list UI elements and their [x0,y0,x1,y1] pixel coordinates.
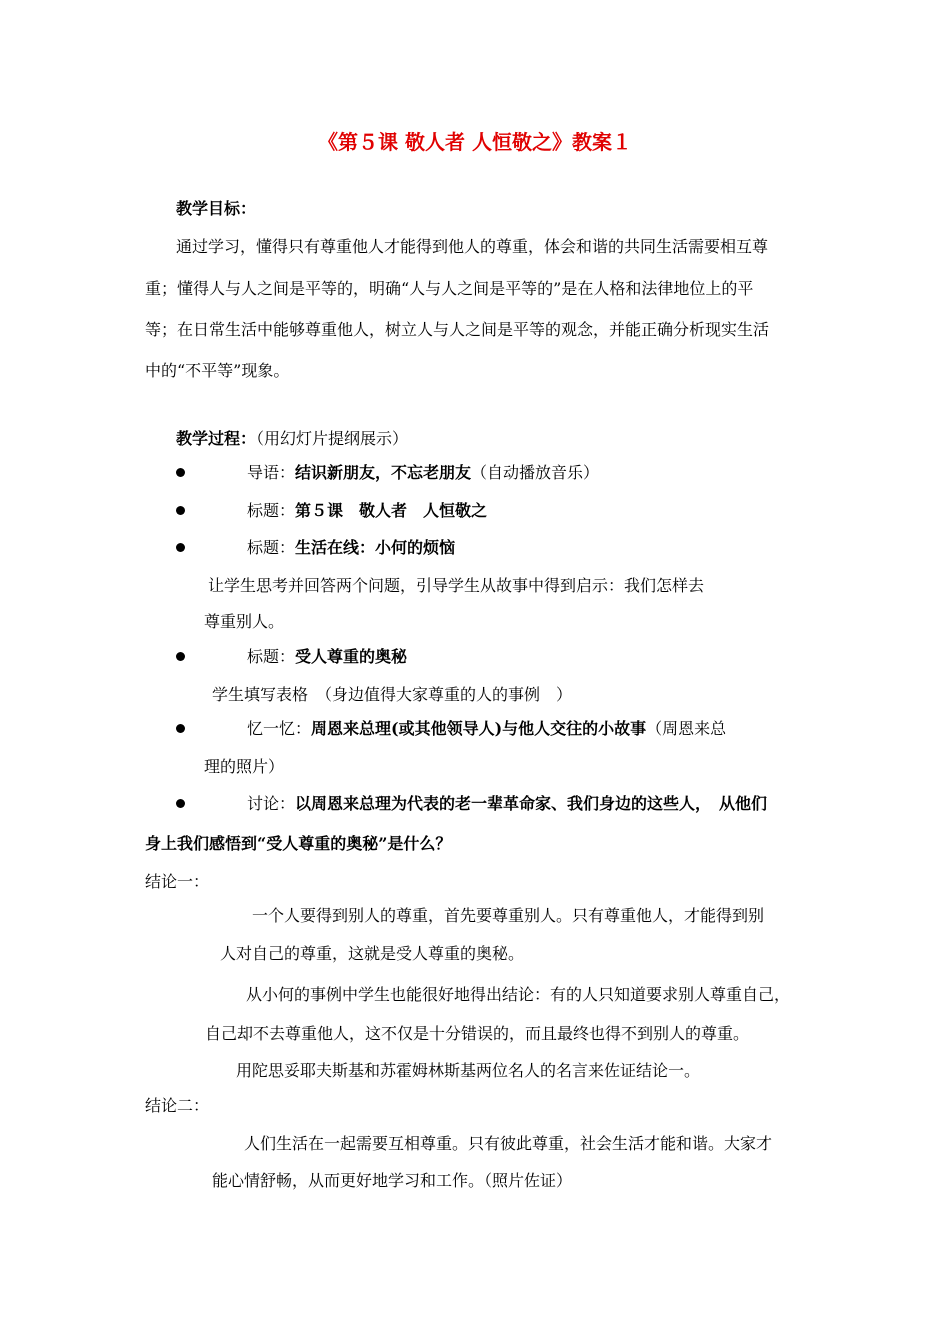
item-bold-text: 以周恩来总理为代表的老一辈革命家、我们身边的这些人， 从他们 [295,794,768,813]
objectives-line: 通过学习，懂得只有尊重他人才能得到他人的尊重，体会和谐的共同生活需要相互尊 [176,237,769,256]
list-item [247,463,599,483]
conclusion2-line: 人们生活在一起需要互相尊重。只有彼此尊重，社会生活才能和谐。大家才 [244,1134,773,1153]
list-item [247,794,767,814]
item-label: 导语： [247,463,296,482]
objectives-line: 等；在日常生活中能够尊重他人，树立人与人之间是平等的观念，并能正确分析现实生活 [145,320,770,339]
list-item [247,719,726,739]
item-bold-text: 第５课 敬人者 人恒敬之 [295,501,488,520]
bullet-icon [176,468,185,477]
bullet-icon [176,652,185,661]
conclusion1-heading: 结论一： [145,872,210,891]
conclusion2-line: 能心情舒畅，从而更好地学习和工作。（照片佐证） [212,1171,573,1190]
item-label: 讨论： [247,794,296,813]
conclusion1-line: 用陀思妥耶夫斯基和苏霍姆林斯基两位名人的名言来佐证结论一。 [236,1061,701,1080]
document-title: 《第５课 敬人者 人恒敬之》教案１ [318,130,632,154]
bullet-icon [176,724,185,733]
item-body-line: 尊重别人。 [204,612,285,631]
item-note: （自动播放音乐） [471,463,600,482]
list-item [247,538,455,558]
conclusion1-line: 从小何的事例中学生也能很好地得出结论：有的人只知道要求别人尊重自己， [246,985,791,1004]
item-bold-text: 受人尊重的奥秘 [295,647,408,666]
item-note: （周恩来总 [646,719,727,738]
bullet-icon [176,506,185,515]
item-bold-text: 生活在线：小何的烦恼 [295,538,456,557]
item-body-line: 理的照片） [204,757,285,776]
objectives-heading: 教学目标： [176,199,257,218]
list-item [247,501,487,521]
conclusion1-line: 人对自己的尊重，这就是受人尊重的奥秘。 [220,944,525,963]
conclusion1-line: 一个人要得到别人的尊重，首先要尊重别人。只有尊重他人，才能得到别 [252,906,765,925]
item-body-line: 学生填写表格 （身边值得大家尊重的人的事例 ） [212,685,573,704]
conclusion1-line: 自己却不去尊重他人，这不仅是十分错误的，而且最终也得不到别人的尊重。 [205,1024,750,1043]
item-body-line: 身上我们感悟到“受人尊重的奥秘”是什么？ [145,834,452,853]
process-note: （用幻灯片提纲展示） [256,429,409,448]
process-heading-row [176,429,408,449]
item-bold-text: 结识新朋友，不忘老朋友 [295,463,472,482]
bullet-icon [176,799,185,808]
item-label: 标题： [247,538,296,557]
list-item [247,647,407,667]
conclusion2-heading: 结论二： [145,1096,210,1115]
objectives-line: 中的“不平等”现象。 [145,361,290,380]
item-label: 忆一忆： [247,719,312,738]
item-bold-text: 周恩来总理(或其他领导人)与他人交往的小故事 [311,719,647,738]
item-label: 标题： [247,501,296,520]
bullet-icon [176,543,185,552]
objectives-line: 重；懂得人与人之间是平等的，明确“人与人之间是平等的”是在人格和法律地位上的平 [145,279,754,298]
process-heading: 教学过程： [176,429,257,448]
item-label: 标题： [247,647,296,666]
item-body-line: 让学生思考并回答两个问题，引导学生从故事中得到启示：我们怎样去 [208,576,705,595]
